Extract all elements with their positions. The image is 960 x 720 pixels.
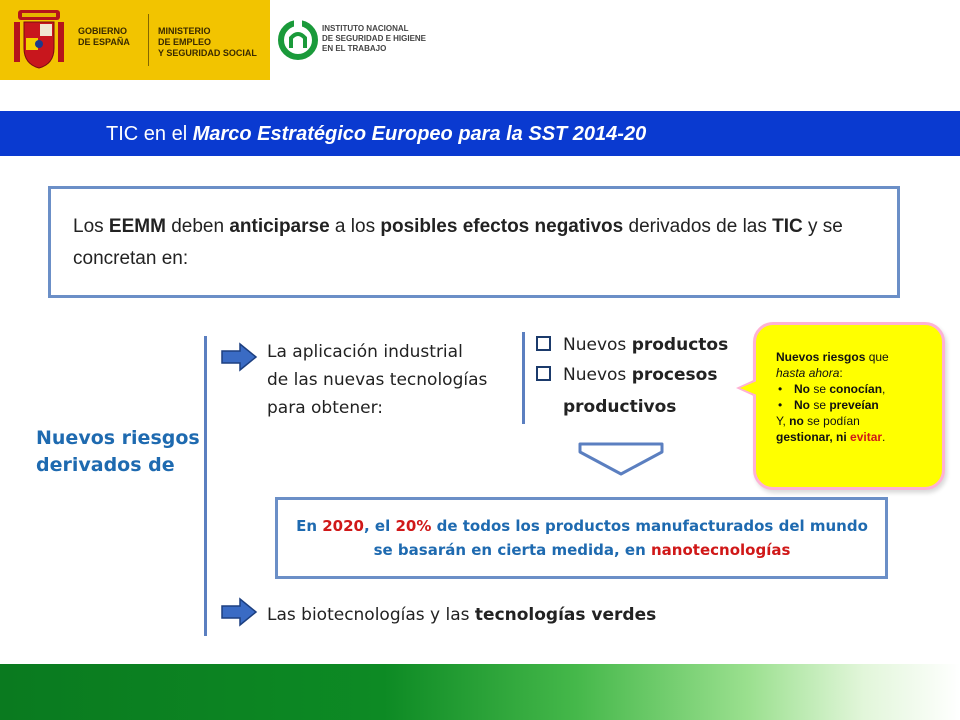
coat-of-arms-icon bbox=[12, 8, 66, 72]
slide-title: TIC en el Marco Estratégico Europeo para la SST 2014-20 bbox=[106, 123, 647, 145]
checkbox-bullet-icon bbox=[536, 366, 551, 381]
biotech-text: Las biotecnologías y las tecnologías verdes bbox=[267, 605, 657, 625]
new-risks-label: Nuevos riesgos derivados de bbox=[36, 427, 200, 476]
list-item-processes: Nuevos procesos bbox=[536, 362, 728, 392]
ministry-label: MINISTERIO DE EMPLEO Y SEGURIDAD SOCIAL bbox=[158, 26, 257, 58]
callout-text: Nuevos riesgos que hasta ahora: • No se conocían, • No se preveían Y, no se podían gestionar, ni evitar. bbox=[776, 350, 889, 444]
industrial-application-text: La aplicación industrial de las nuevas tecnologías para obtener: bbox=[267, 342, 488, 418]
header-divider bbox=[148, 14, 149, 66]
footer-gradient-band bbox=[0, 664, 960, 720]
product-list bbox=[536, 332, 728, 422]
right-arrow-icon bbox=[220, 342, 258, 372]
intro-box bbox=[48, 186, 900, 298]
right-arrow-icon bbox=[220, 597, 258, 627]
intro-text: Los EEMM deben anticiparse a los posibles efectos negativos derivados de las TIC y se concretan en: bbox=[73, 216, 843, 269]
bracket-line bbox=[204, 336, 207, 636]
institute-label: INSTITUTO NACIONAL DE SEGURIDAD E HIGIENE EN EL TRABAJO bbox=[322, 24, 427, 53]
insht-logo-icon bbox=[278, 20, 318, 60]
list-bracket-line bbox=[522, 332, 525, 424]
list-item-products: Nuevos productos bbox=[536, 332, 728, 362]
callout-pointer-fill bbox=[740, 381, 757, 395]
government-logo-band bbox=[0, 0, 270, 80]
down-arrow-icon bbox=[578, 442, 664, 476]
gobierno-label: GOBIERNO DE ESPAÑA bbox=[78, 26, 130, 47]
fact-box bbox=[275, 497, 888, 579]
fact-text: En 2020, el 20% de todos los productos manufacturados del mundo se basarán en cierta medida, en nanotecnologías bbox=[296, 517, 868, 559]
list-item-processes-cont: productivos bbox=[563, 397, 677, 417]
callout-bubble bbox=[753, 322, 945, 490]
checkbox-bullet-icon bbox=[536, 336, 551, 351]
title-bar bbox=[0, 111, 960, 156]
